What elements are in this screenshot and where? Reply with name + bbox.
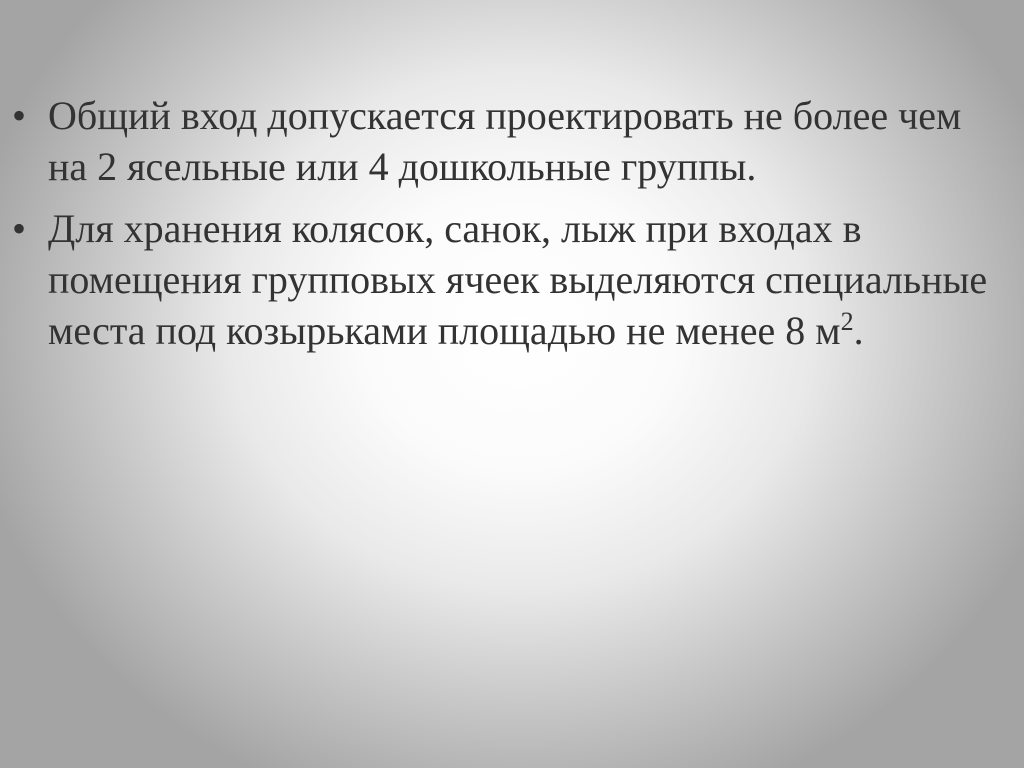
- superscript: 2: [840, 307, 854, 336]
- bullet-marker: •: [12, 93, 27, 138]
- bullet-text: Для хранения колясок, санок, лыж при входах в помещения групповых ячеек выделяются специальные места под козырьками площадью не менее 8 м: [48, 206, 988, 353]
- bullet-item-storage: [10, 203, 1000, 356]
- bullet-item-entrance: [10, 90, 1000, 192]
- bullet-list: [10, 90, 1000, 367]
- bullet-suffix: .: [853, 308, 864, 353]
- bullet-marker: •: [12, 206, 27, 251]
- bullet-text: Общий вход допускается проектировать не более чем на 2 ясельные или 4 дошкольные группы.: [48, 93, 962, 189]
